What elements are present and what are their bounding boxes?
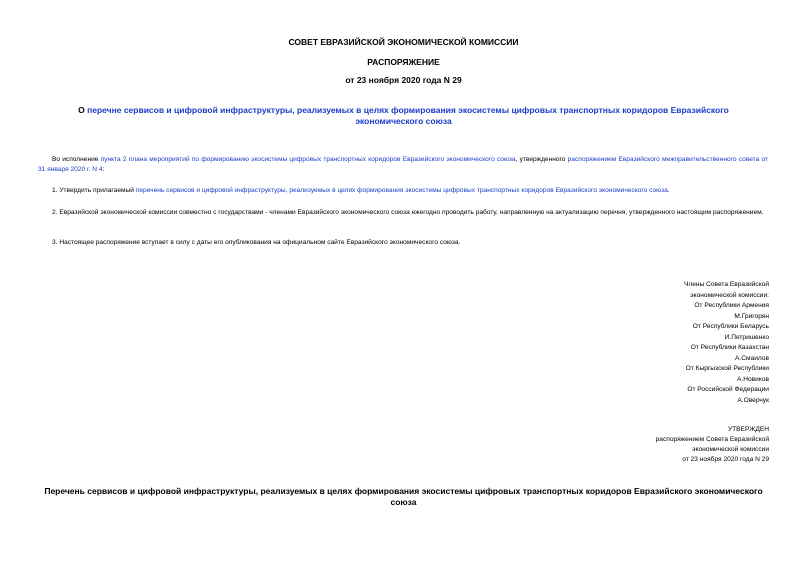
plan-item-link[interactable]: пункта 2 плана мероприятий по формированию экосистемы цифровых транспортных коридоров Евразийского экономического союза (100, 156, 516, 163)
intro-text-mid: , утвержденного (515, 156, 568, 163)
approval-line: распоряжением Совета Евразийской (655, 436, 769, 443)
list-link[interactable]: перечень сервисов и цифровой инфраструктуры, реализуемых в целях формирования экосистемы цифровых транспортных коридоров Евразийского экономического союза (135, 187, 668, 194)
signature-line: А.Новиков (737, 375, 769, 383)
document-type-heading: РАСПОРЯЖЕНИЕ (367, 57, 440, 67)
signature-line: От Республики Армения (694, 302, 769, 309)
signature-line: А.Смаилов (735, 354, 769, 362)
approval-line: экономической комиссии (692, 446, 769, 453)
intro-paragraph (38, 155, 768, 175)
signature-line: От Республики Беларусь (692, 323, 769, 330)
signature-line: А.Оверчук (737, 396, 769, 404)
paragraph-1-start: 1. Утвердить прилагаемый (52, 187, 136, 194)
signature-line: От Республики Казахстан (690, 344, 769, 351)
approval-stamp (509, 425, 769, 465)
council-order-link[interactable]: распоряжением Евразийского межправительственного совета от 31 января 2020 г. N 4 (38, 156, 768, 173)
approval-line: от 23 ноября 2020 года N 29 (682, 456, 769, 463)
paragraph-1 (38, 186, 768, 196)
paragraph-2 (38, 208, 768, 218)
document-date-number: от 23 ноября 2020 года N 29 (345, 75, 462, 85)
intro-text-start: Во исполнение (52, 156, 101, 163)
title-prefix: О (78, 105, 88, 115)
approval-line: УТВЕРЖДЕН (727, 426, 769, 433)
paragraph-3 (38, 238, 768, 248)
document-title (60, 105, 747, 127)
signature-line: экономической комиссии: (690, 291, 769, 299)
paragraph-3-text: 3. Настоящее распоряжение вступает в силу с даты его опубликования на официальном сайте Евразийского экономического союза. (52, 239, 461, 246)
signature-line: М.Григорян (734, 312, 769, 320)
signatures-block (509, 280, 769, 406)
paragraph-1-end: . (667, 187, 670, 194)
title-link[interactable]: перечне сервисов и цифровой инфраструктуры, реализуемых в целях формирования экосистемы цифровых транспортных коридоров Евразийского экономического союза (87, 105, 729, 126)
signature-line: От Российской Федерации (687, 386, 769, 393)
signature-line: От Кыргызской Республики (685, 365, 769, 372)
signature-line: И.Петришенко (724, 333, 769, 341)
intro-text-end: : (102, 166, 105, 173)
organization-heading: СОВЕТ ЕВРАЗИЙСКОЙ ЭКОНОМИЧЕСКОЙ КОМИССИИ (288, 37, 519, 47)
paragraph-2-text: 2. Евразийской экономической комиссии совместно с государствами - членами Евразийского экономического союза ежегодно проводить работу, направленную на актуализацию перечня, утвержденного настоящим распоряжением. (52, 209, 764, 216)
list-title: Перечень сервисов и цифровой инфраструктуры, реализуемых в целях формирования экосистемы цифровых транспортных коридоров Евразийского экономического союза (44, 486, 763, 507)
signature-line: Члены Совета Евразийской (683, 281, 769, 288)
